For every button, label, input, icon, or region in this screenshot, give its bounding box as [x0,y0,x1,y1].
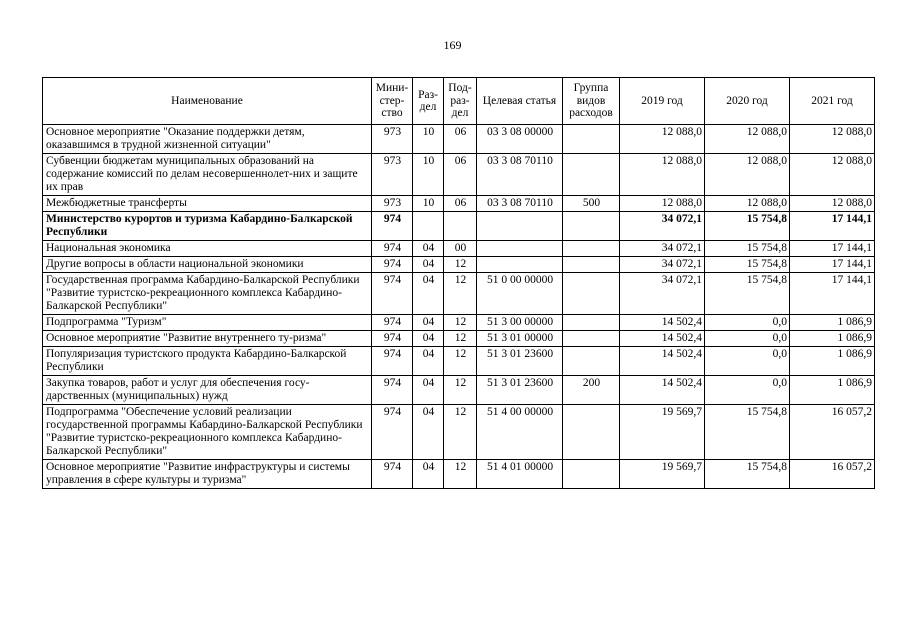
cell-target [477,257,563,273]
cell-2021: 17 144,1 [790,241,875,257]
header-name: Наименование [43,78,372,125]
table-row [43,196,875,212]
page-number: 169 [443,38,462,52]
table-row [43,315,875,331]
cell-section: 04 [413,347,444,376]
cell-section [413,212,444,241]
cell-ministry: 974 [372,405,413,460]
cell-2021: 16 057,2 [790,405,875,460]
table-row [43,212,875,241]
cell-subsection: 12 [444,315,477,331]
cell-section: 04 [413,376,444,405]
cell-ministry: 974 [372,212,413,241]
cell-name: Подпрограмма "Туризм" [43,315,372,331]
cell-2020: 12 088,0 [705,125,790,154]
cell-section: 04 [413,460,444,489]
table-row [43,273,875,315]
cell-2020: 12 088,0 [705,196,790,212]
header-2020: 2020 год [705,78,790,125]
cell-section: 04 [413,315,444,331]
cell-ministry: 974 [372,241,413,257]
table-row [43,257,875,273]
table-row [43,331,875,347]
cell-target: 51 3 01 00000 [477,331,563,347]
cell-2020: 15 754,8 [705,257,790,273]
header-target: Целевая статья [477,78,563,125]
cell-2021: 16 057,2 [790,460,875,489]
cell-subsection: 12 [444,405,477,460]
cell-2019: 12 088,0 [620,125,705,154]
cell-subsection: 12 [444,257,477,273]
cell-2019: 19 569,7 [620,460,705,489]
cell-expense-group [563,273,620,315]
cell-2020: 15 754,8 [705,460,790,489]
table-header-row [43,78,875,125]
cell-target [477,212,563,241]
cell-2019: 14 502,4 [620,315,705,331]
cell-section: 04 [413,405,444,460]
cell-2020: 15 754,8 [705,273,790,315]
cell-2020: 0,0 [705,376,790,405]
cell-subsection: 06 [444,196,477,212]
cell-2021: 12 088,0 [790,125,875,154]
cell-name: Министерство курортов и туризма Кабардино-Балкарской Республики [43,212,372,241]
cell-ministry: 974 [372,331,413,347]
cell-2019: 12 088,0 [620,154,705,196]
table-row [43,125,875,154]
cell-subsection: 12 [444,376,477,405]
budget-table [42,77,875,489]
cell-expense-group: 200 [563,376,620,405]
cell-target: 51 0 00 00000 [477,273,563,315]
cell-section: 10 [413,196,444,212]
cell-2019: 19 569,7 [620,405,705,460]
cell-ministry: 974 [372,315,413,331]
cell-target: 03 3 08 00000 [477,125,563,154]
cell-2019: 12 088,0 [620,196,705,212]
cell-section: 04 [413,257,444,273]
cell-expense-group [563,405,620,460]
header-ministry: Мини-стер-ство [372,78,413,125]
cell-ministry: 974 [372,273,413,315]
cell-target: 03 3 08 70110 [477,154,563,196]
cell-name: Основное мероприятие "Развитие инфраструктуры и системы управления в сфере культуры и туризма" [43,460,372,489]
cell-expense-group [563,331,620,347]
cell-name: Межбюджетные трансферты [43,196,372,212]
cell-2019: 14 502,4 [620,347,705,376]
cell-expense-group [563,212,620,241]
cell-expense-group [563,241,620,257]
cell-subsection: 12 [444,273,477,315]
cell-2020: 0,0 [705,315,790,331]
table-row [43,241,875,257]
table-row [43,460,875,489]
table-row [43,405,875,460]
cell-2020: 0,0 [705,347,790,376]
cell-2020: 12 088,0 [705,154,790,196]
cell-subsection: 12 [444,347,477,376]
cell-name: Популяризация туристского продукта Кабардино-Балкарской Республики [43,347,372,376]
cell-2021: 17 144,1 [790,273,875,315]
cell-ministry: 973 [372,196,413,212]
cell-section: 04 [413,331,444,347]
cell-subsection: 00 [444,241,477,257]
cell-ministry: 974 [372,257,413,273]
header-2021: 2021 год [790,78,875,125]
cell-2019: 14 502,4 [620,331,705,347]
cell-target: 03 3 08 70110 [477,196,563,212]
cell-target: 51 4 01 00000 [477,460,563,489]
header-2019: 2019 год [620,78,705,125]
cell-subsection: 06 [444,125,477,154]
cell-2021: 1 086,9 [790,331,875,347]
cell-target: 51 3 00 00000 [477,315,563,331]
cell-name: Субвенции бюджетам муниципальных образований на содержание комиссий по делам несовершеннолет-них и защите их прав [43,154,372,196]
cell-ministry: 974 [372,376,413,405]
header-subsection: Под-раз-дел [444,78,477,125]
cell-2021: 12 088,0 [790,196,875,212]
cell-subsection: 12 [444,460,477,489]
cell-expense-group [563,154,620,196]
cell-subsection: 06 [444,154,477,196]
cell-subsection [444,212,477,241]
cell-2021: 1 086,9 [790,376,875,405]
cell-target: 51 4 00 00000 [477,405,563,460]
cell-expense-group [563,315,620,331]
cell-ministry: 973 [372,154,413,196]
cell-2019: 34 072,1 [620,241,705,257]
cell-name: Государственная программа Кабардино-Балкарской Республики "Развитие туристско-рекреационного комплекса Кабардино-Балкарской Республики" [43,273,372,315]
cell-name: Закупка товаров, работ и услуг для обеспечения госу-дарственных (муниципальных) нужд [43,376,372,405]
cell-section: 04 [413,241,444,257]
cell-name: Подпрограмма "Обеспечение условий реализации государственной программы Кабардино-Балкарской Республики "Развитие туристско-рекреационного комплекса Кабардино-Балкарской Республики" [43,405,372,460]
cell-name: Основное мероприятие "Развитие внутреннего ту-ризма" [43,331,372,347]
cell-section: 04 [413,273,444,315]
cell-expense-group [563,347,620,376]
cell-name: Другие вопросы в области национальной экономики [43,257,372,273]
cell-2021: 1 086,9 [790,315,875,331]
cell-2021: 17 144,1 [790,257,875,273]
cell-target [477,241,563,257]
cell-ministry: 974 [372,460,413,489]
cell-2021: 12 088,0 [790,154,875,196]
table-row [43,376,875,405]
cell-target: 51 3 01 23600 [477,347,563,376]
cell-expense-group [563,125,620,154]
cell-subsection: 12 [444,331,477,347]
cell-section: 10 [413,125,444,154]
table-row [43,154,875,196]
cell-2021: 17 144,1 [790,212,875,241]
cell-2019: 14 502,4 [620,376,705,405]
cell-expense-group [563,460,620,489]
cell-2019: 34 072,1 [620,273,705,315]
cell-name: Национальная экономика [43,241,372,257]
header-expense-group: Группа видов расходов [563,78,620,125]
cell-name: Основное мероприятие "Оказание поддержки детям, оказавшимся в трудной жизненной ситуации" [43,125,372,154]
cell-ministry: 973 [372,125,413,154]
cell-2019: 34 072,1 [620,212,705,241]
table-body [43,125,875,489]
header-section: Раз-дел [413,78,444,125]
cell-2019: 34 072,1 [620,257,705,273]
cell-expense-group [563,257,620,273]
cell-expense-group: 500 [563,196,620,212]
cell-2021: 1 086,9 [790,347,875,376]
cell-target: 51 3 01 23600 [477,376,563,405]
cell-section: 10 [413,154,444,196]
cell-2020: 15 754,8 [705,212,790,241]
cell-2020: 15 754,8 [705,405,790,460]
table-row [43,347,875,376]
cell-2020: 0,0 [705,331,790,347]
cell-ministry: 974 [372,347,413,376]
cell-2020: 15 754,8 [705,241,790,257]
